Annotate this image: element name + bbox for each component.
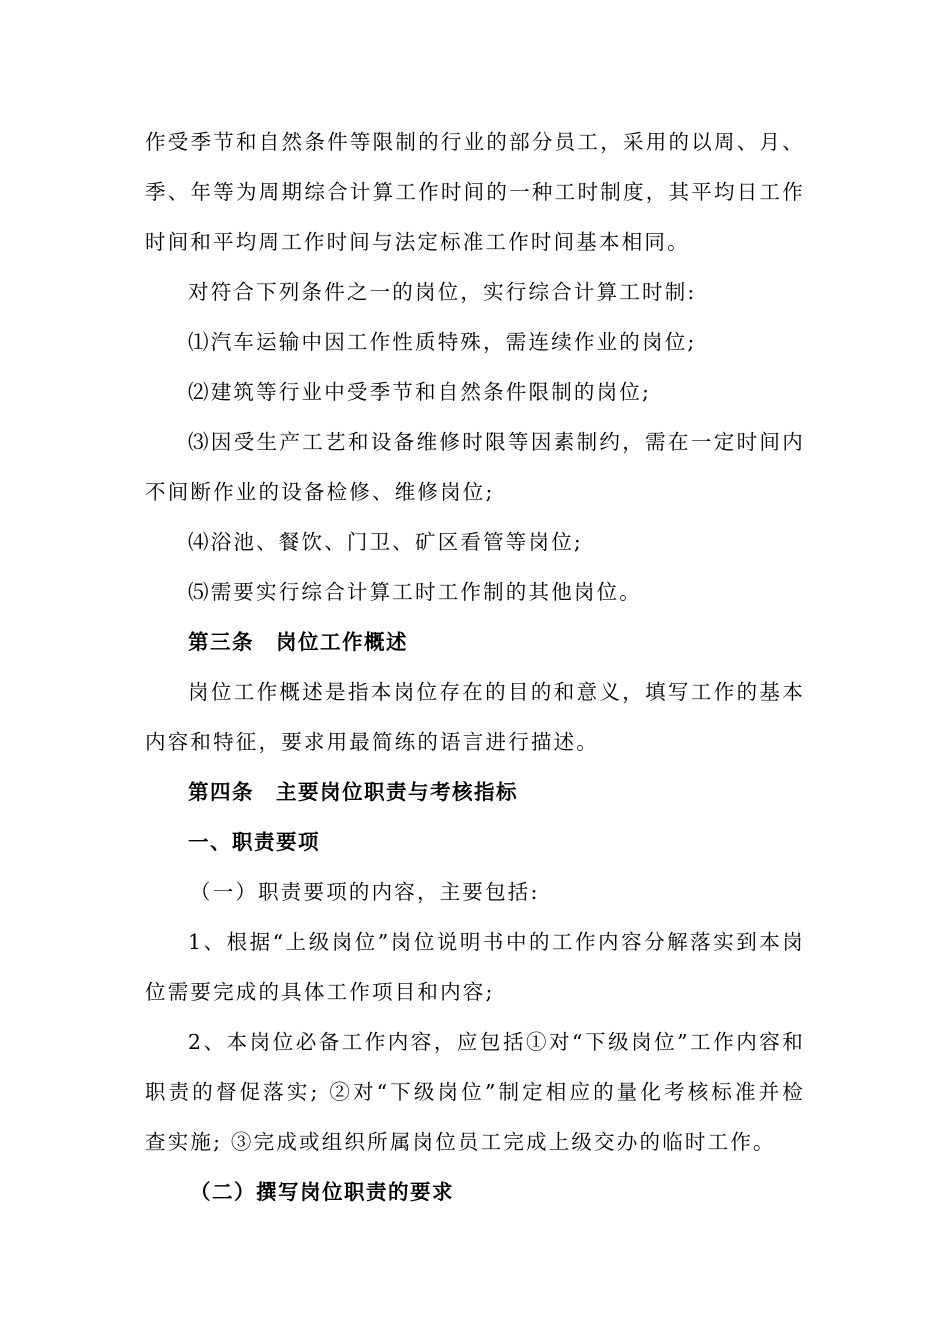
list-item: ⑵建筑等行业中受季节和自然条件限制的岗位; (188, 380, 652, 404)
list-item-continuation: 不间断作业的设备检修、维修岗位; (145, 480, 495, 504)
list-item: ⑶因受生产工艺和设备维修时限等因素制约，需在一定时间内 (188, 430, 805, 454)
paragraph-line: 内容和特征，要求用最简练的语言进行描述。 (145, 730, 599, 754)
paragraph-line: 季、年等为周期综合计算工作时间的一种工时制度，其平均日工作 (145, 180, 805, 204)
paragraph-line: 1、根据“上级岗位”岗位说明书中的工作内容分解落实到本岗 (188, 930, 805, 954)
paragraph-line: 位需要完成的具体工作项目和内容; (145, 980, 495, 1004)
paragraph-line: 岗位工作概述是指本岗位存在的目的和意义，填写工作的基本 (188, 680, 805, 704)
list-item: ⑴汽车运输中因工作性质特殊，需连续作业的岗位; (188, 330, 697, 354)
paragraph-line: 2、本岗位必备工作内容，应包括①对“下级岗位”工作内容和 (188, 1030, 805, 1054)
article-heading: 第三条 岗位工作概述 (188, 630, 408, 654)
paragraph-line: 查实施; ③完成或组织所属岗位员工完成上级交办的临时工作。 (145, 1130, 776, 1154)
subsection-heading: （一）职责要项的内容，主要包括: (190, 880, 540, 904)
list-item: ⑸需要实行综合计算工时工作制的其他岗位。 (188, 580, 642, 604)
list-item: ⑷浴池、餐饮、门卫、矿区看管等岗位; (188, 530, 584, 554)
subsection-heading: （二）撰写岗位职责的要求 (190, 1180, 454, 1204)
paragraph-line: 职责的督促落实; ②对“下级岗位”制定相应的量化考核标准并检 (145, 1080, 805, 1104)
article-heading: 第四条 主要岗位职责与考核指标 (188, 780, 518, 804)
paragraph-line: 对符合下列条件之一的岗位，实行综合计算工时制: (188, 280, 697, 304)
paragraph-line: 时间和平均周工作时间与法定标准工作时间基本相同。 (145, 230, 690, 254)
section-heading: 一、职责要项 (188, 830, 320, 854)
paragraph-line: 作受季节和自然条件等限制的行业的部分员工，采用的以周、月、 (145, 130, 805, 154)
